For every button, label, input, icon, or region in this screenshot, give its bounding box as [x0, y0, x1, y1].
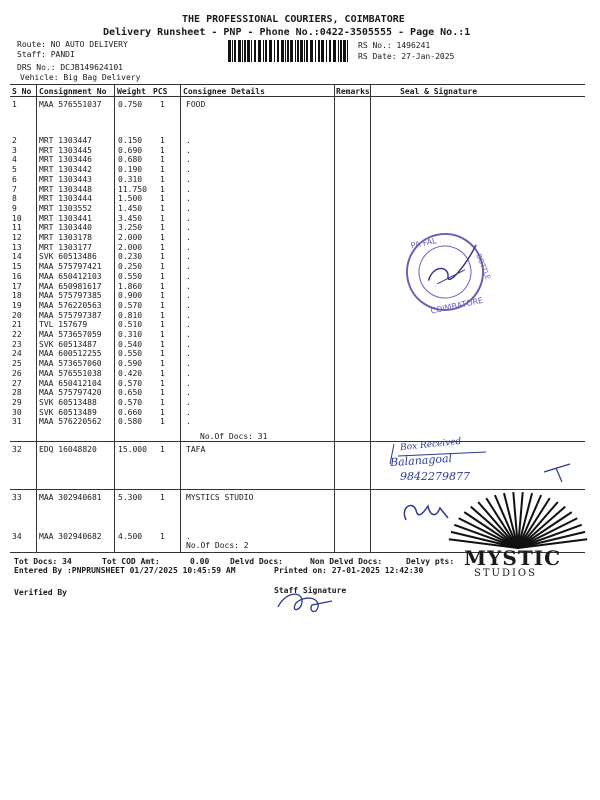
cell-pcs: 1: [160, 330, 165, 339]
handwriting-line2: Balanagoal: [389, 451, 453, 470]
barcode-bar: [315, 40, 316, 62]
cell-sno: 1: [12, 100, 17, 109]
cell-wt: 0.420: [118, 368, 143, 378]
tot-docs: Tot Docs: 34: [14, 557, 72, 566]
cell-sno: 18: [12, 291, 22, 301]
cell-wt: 0.250: [118, 262, 143, 272]
cell-wt: 0.570: [118, 397, 143, 407]
barcode-bar: [306, 40, 308, 62]
cell-details: .: [186, 417, 191, 427]
cell-cno: MRT 1303178: [39, 233, 92, 242]
cell-cno: MAA 575797420: [39, 388, 102, 398]
cell-sno: 17: [12, 281, 22, 291]
cell-cno: MAA 650412104: [39, 378, 102, 388]
entered-by: Entered By :PNPRUNSHEET 01/27/2025 10:45:59 AM: [14, 566, 236, 575]
cell-cno: MAA 600512255: [39, 349, 102, 359]
cell-sno: 16: [12, 271, 22, 281]
cell-pcs: 1: [160, 310, 165, 320]
cell-wt: 0.580: [118, 417, 143, 427]
cell-pcs: 1: [160, 174, 165, 184]
cell-wt: 0.590: [118, 359, 143, 369]
cell-details: FOOD: [186, 100, 206, 109]
barcode-bar: [340, 40, 342, 62]
cell-details: .: [186, 233, 191, 242]
cell-sno: 23: [12, 339, 22, 349]
cell-cno: MAA 302940682: [39, 532, 102, 541]
cell-cno: MRT 1303446: [39, 155, 92, 165]
cell-cno: MRT 1303444: [39, 194, 92, 204]
cell-cno: MRT 1303441: [39, 213, 92, 223]
cell-pcs: 1: [160, 417, 165, 427]
barcode-bar: [269, 40, 272, 62]
cell-details: .: [186, 194, 191, 204]
group3-docs-count: No.Of Docs: 2: [186, 541, 249, 550]
cell-details: .: [186, 281, 191, 291]
cell-wt: 0.550: [118, 349, 143, 359]
barcode-bar: [285, 40, 286, 62]
cell-sno: 25: [12, 359, 22, 369]
cell-cno: MAA 576551037: [39, 100, 102, 109]
runsheet-title: Delivery Runsheet - PNP - Phone No.:0422-3505555 - Page No.:1: [103, 27, 471, 38]
cell-sno: 10: [12, 213, 22, 223]
tot-cod-amount: 0.00: [190, 557, 210, 566]
cell-pcs: 1: [160, 378, 165, 388]
cell-details: .: [186, 330, 191, 339]
cell-pcs: 1: [160, 145, 165, 155]
handwriting-line1: Box Received: [399, 436, 462, 454]
cell-sno: 31: [12, 417, 22, 427]
mystic-logo-rays: [448, 490, 588, 550]
cell-wt: 3.450: [118, 213, 143, 223]
cell-cno: MAA 302940681: [39, 493, 102, 502]
cell-cno: MAA 573657059: [39, 330, 102, 339]
cell-wt: 0.230: [118, 252, 143, 262]
col-consignment: Consignment No: [39, 87, 107, 96]
cell-cno: MRT 1303177: [39, 242, 92, 252]
cell-details: .: [186, 532, 191, 541]
barcode-bar: [277, 40, 279, 62]
cell-sno: 21: [12, 320, 22, 330]
cell-pcs: 1: [160, 233, 165, 242]
staff-signature-label: Staff Signature: [274, 586, 347, 595]
barcode-bar: [347, 40, 348, 62]
cell-sno: 22: [12, 330, 22, 339]
cell-sno: 2: [12, 136, 17, 145]
cell-pcs: 1: [160, 407, 165, 417]
cell-wt: 0.310: [118, 330, 143, 339]
cell-details: .: [186, 174, 191, 184]
route-label: Route: NO AUTO DELIVERY: [17, 40, 128, 49]
barcode-bar: [295, 40, 296, 62]
cell-sno: 14: [12, 252, 22, 262]
vehicle-label: Vehicle: Big Bag Delivery: [20, 73, 141, 82]
cell-sno: 9: [12, 203, 17, 213]
barcode-bar: [247, 40, 250, 62]
barcode-bar: [338, 40, 339, 62]
cell-details: .: [186, 262, 191, 272]
cell-sno: 28: [12, 388, 22, 398]
cell-pcs: 1: [160, 213, 165, 223]
cell-wt: 11.750: [118, 184, 147, 194]
cell-pcs: 1: [160, 165, 165, 175]
handwriting-line3: 9842279877: [400, 470, 470, 483]
cell-sno: 34: [12, 532, 22, 541]
cell-wt: 15.000: [118, 445, 147, 454]
seal-stamp: [395, 222, 505, 322]
cell-wt: 0.540: [118, 339, 143, 349]
staff-signature-scribble: [272, 587, 352, 617]
barcode-bar: [238, 40, 241, 62]
cell-sno: 6: [12, 174, 17, 184]
stamp-right-text: BOTTLE: [474, 252, 492, 281]
cell-pcs: 1: [160, 242, 165, 252]
cell-details: MYSTICS STUDIO: [186, 493, 254, 502]
barcode-bar: [232, 40, 233, 62]
cell-details: .: [186, 339, 191, 349]
cell-wt: 0.510: [118, 320, 143, 330]
barcode-bar: [290, 40, 293, 62]
cell-details: .: [186, 407, 191, 417]
mystic-logo-subtext: STUDIOS: [474, 568, 537, 579]
barcode-bar: [263, 40, 264, 62]
col-consignee: Consignee Details: [183, 87, 265, 96]
cell-pcs: 1: [160, 359, 165, 369]
cell-pcs: 1: [160, 136, 165, 145]
barcode-bar: [343, 40, 346, 62]
barcode-bar: [329, 40, 331, 62]
cell-cno: MAA 575797387: [39, 310, 102, 320]
cell-pcs: 1: [160, 349, 165, 359]
cell-details: .: [186, 349, 191, 359]
cell-sno: 3: [12, 145, 17, 155]
cell-pcs: 1: [160, 281, 165, 291]
cell-sno: 15: [12, 262, 22, 272]
cell-pcs: 1: [160, 155, 165, 165]
cell-sno: 30: [12, 407, 22, 417]
cell-cno: SVK 60513487: [39, 339, 97, 349]
barcode-bar: [281, 40, 284, 62]
cell-cno: MRT 1303447: [39, 136, 92, 145]
barcode-bar: [321, 40, 324, 62]
cell-wt: 0.570: [118, 300, 143, 310]
handwriting-bracket: [386, 442, 576, 486]
col-remarks: Remarks: [336, 87, 370, 96]
cell-pcs: 1: [160, 493, 165, 502]
cell-pcs: 1: [160, 388, 165, 398]
cell-sno: 4: [12, 155, 17, 165]
cell-details: .: [186, 136, 191, 145]
cell-wt: 1.500: [118, 194, 143, 204]
barcode-bar: [297, 40, 299, 62]
cell-details: .: [186, 368, 191, 378]
cell-wt: 0.900: [118, 291, 143, 301]
cell-wt: 0.680: [118, 155, 143, 165]
cell-pcs: 1: [160, 368, 165, 378]
cell-sno: 8: [12, 194, 17, 204]
cell-details: .: [186, 213, 191, 223]
drs-label: DRS No.: DCJB149624101: [17, 63, 123, 72]
cell-wt: 0.570: [118, 378, 143, 388]
cell-wt: 3.250: [118, 223, 143, 233]
cell-sno: 20: [12, 310, 22, 320]
cell-cno: MRT 1303443: [39, 174, 92, 184]
company-title: THE PROFESSIONAL COURIERS, COIMBATORE: [182, 14, 405, 25]
cell-cno: EDQ 16048820: [39, 445, 97, 454]
cell-details: .: [186, 203, 191, 213]
cell-cno: MAA 576220562: [39, 417, 102, 427]
cell-sno: 5: [12, 165, 17, 175]
cell-cno: MAA 575797421: [39, 262, 102, 272]
non-delvd-docs: Non Delvd Docs:: [310, 557, 383, 566]
barcode-bar: [287, 40, 289, 62]
cell-cno: MAA 576220563: [39, 300, 102, 310]
cell-wt: 0.690: [118, 145, 143, 155]
cell-cno: MAA 575797385: [39, 291, 102, 301]
cell-sno: 24: [12, 349, 22, 359]
cell-cno: MAA 576551038: [39, 368, 102, 378]
barcode-bar: [228, 40, 231, 62]
cell-pcs: 1: [160, 194, 165, 204]
barcode-bar: [333, 40, 336, 62]
cell-details: .: [186, 359, 191, 369]
barcode-bar: [310, 40, 313, 62]
cell-details: .: [186, 397, 191, 407]
cell-pcs: 1: [160, 184, 165, 194]
staff-label: Staff: PANDI: [17, 50, 75, 59]
cell-details: .: [186, 223, 191, 233]
cell-details: .: [186, 291, 191, 301]
cell-sno: 26: [12, 368, 22, 378]
cell-details: .: [186, 145, 191, 155]
cell-sno: 33: [12, 493, 22, 502]
cell-details: .: [186, 165, 191, 175]
delvd-docs: Delvd Docs:: [230, 557, 283, 566]
cell-cno: SVK 60513488: [39, 397, 97, 407]
cell-wt: 1.450: [118, 203, 143, 213]
cell-pcs: 1: [160, 300, 165, 310]
cell-pcs: 1: [160, 320, 165, 330]
cell-sno: 7: [12, 184, 17, 194]
cell-pcs: 1: [160, 445, 165, 454]
cell-sno: 32: [12, 445, 22, 454]
cell-sno: 19: [12, 300, 22, 310]
cell-pcs: 1: [160, 100, 165, 109]
col-weight: Weight: [117, 87, 146, 96]
barcode-bar: [265, 40, 267, 62]
cell-cno: MAA 650412103: [39, 271, 102, 281]
stamp-bottom-text: COIMBATORE: [429, 295, 484, 316]
cell-cno: MRT 1303445: [39, 145, 92, 155]
cell-cno: MRT 1303442: [39, 165, 92, 175]
cell-wt: 0.650: [118, 388, 143, 398]
cell-wt: 0.190: [118, 165, 143, 175]
cell-cno: MAA 573657060: [39, 359, 102, 369]
barcode-bar: [274, 40, 275, 62]
cell-details: TAFA: [186, 445, 206, 454]
barcode: [228, 40, 350, 62]
cell-details: .: [186, 378, 191, 388]
col-pcs: PCS: [153, 87, 168, 96]
cell-details: .: [186, 271, 191, 281]
mystic-logo-text: MYSTIC: [464, 546, 562, 570]
cell-details: .: [186, 310, 191, 320]
cell-pcs: 1: [160, 271, 165, 281]
cell-wt: 1.860: [118, 281, 143, 291]
cell-sno: 27: [12, 378, 22, 388]
cell-wt: 0.810: [118, 310, 143, 320]
cell-cno: MAA 650981617: [39, 281, 102, 291]
barcode-bar: [234, 40, 236, 62]
printed-on: Printed on: 27-01-2025 12:42:30: [274, 566, 424, 575]
col-seal-signature: Seal & Signature: [400, 87, 478, 96]
cell-cno: TVL 157679: [39, 320, 88, 330]
delvy-pts: Delvy pts:: [406, 557, 455, 566]
cell-cno: MRT 1303552: [39, 203, 92, 213]
barcode-bar: [326, 40, 327, 62]
cell-pcs: 1: [160, 262, 165, 272]
cell-wt: 5.300: [118, 493, 143, 502]
cell-wt: 0.660: [118, 407, 143, 417]
tot-cod-label: Tot COD Amt:: [102, 557, 160, 566]
cell-details: .: [186, 155, 191, 165]
cell-details: .: [186, 252, 191, 262]
barcode-bar: [254, 40, 256, 62]
barcode-bar: [242, 40, 243, 62]
cell-wt: 0.310: [118, 174, 143, 184]
cell-wt: 0.750: [118, 100, 143, 109]
cell-wt: 4.500: [118, 532, 143, 541]
cell-pcs: 1: [160, 203, 165, 213]
cell-pcs: 1: [160, 223, 165, 233]
cell-cno: SVK 60513489: [39, 407, 97, 417]
barcode-bar: [244, 40, 246, 62]
cell-details: .: [186, 388, 191, 398]
cell-sno: 29: [12, 397, 22, 407]
cell-pcs: 1: [160, 532, 165, 541]
cell-sno: 12: [12, 233, 22, 242]
cell-wt: 2.000: [118, 233, 143, 242]
cell-cno: SVK 60513486: [39, 252, 97, 262]
cell-wt: 2.000: [118, 242, 143, 252]
barcode-bar: [304, 40, 305, 62]
cell-sno: 11: [12, 223, 22, 233]
col-sno: S No: [12, 87, 32, 96]
cell-pcs: 1: [160, 291, 165, 301]
barcode-bar: [251, 40, 252, 62]
cell-pcs: 1: [160, 339, 165, 349]
stamp-top-text: PA FAL: [409, 236, 438, 251]
cell-details: .: [186, 184, 191, 194]
cell-pcs: 1: [160, 397, 165, 407]
barcode-bar: [318, 40, 320, 62]
verified-by: Verified By: [14, 588, 67, 597]
rs-no-label: RS No.: 1496241: [358, 41, 431, 50]
cell-wt: 0.150: [118, 136, 143, 145]
barcode-bar: [300, 40, 303, 62]
cell-pcs: 1: [160, 252, 165, 262]
cell-details: .: [186, 242, 191, 252]
cell-wt: 0.550: [118, 271, 143, 281]
cell-details: .: [186, 320, 191, 330]
cell-details: .: [186, 300, 191, 310]
group1-docs-count: No.Of Docs: 31: [200, 432, 268, 441]
cell-cno: MRT 1303448: [39, 184, 92, 194]
rs-date-label: RS Date: 27-Jan-2025: [358, 52, 455, 61]
cell-sno: 13: [12, 242, 22, 252]
cell-cno: MRT 1303440: [39, 223, 92, 233]
barcode-bar: [258, 40, 261, 62]
